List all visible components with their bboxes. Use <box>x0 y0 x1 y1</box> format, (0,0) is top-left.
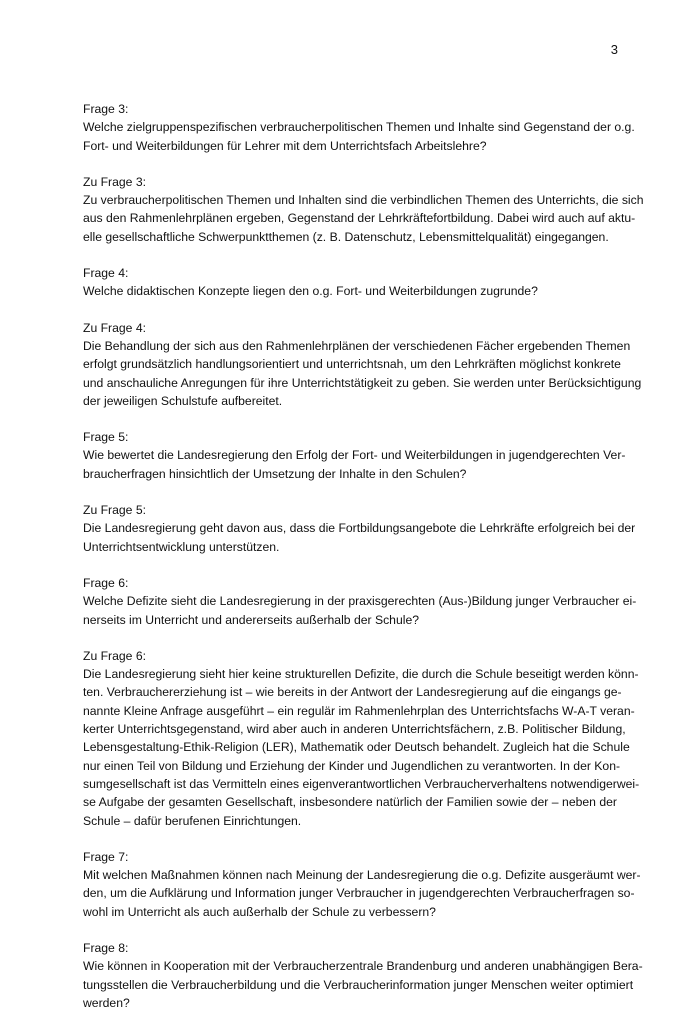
text-line: elle gesellschaftliche Schwerpunktthemen (z. B. Datenschutz, Lebensmittelqualität) eingegangen. <box>83 229 609 244</box>
question-7-block <box>83 848 641 921</box>
text-line: Wie können in Kooperation mit der Verbraucherzentrale Brandenburg und anderen unabhängigen Bera- <box>83 959 643 974</box>
block-text <box>83 337 642 410</box>
text-line: Die Landesregierung geht davon aus, dass die Fortbildungsangebote die Lehrkräfte erfolgreich bei der <box>83 521 636 536</box>
block-heading: Frage 7: <box>83 849 129 864</box>
question-8-block <box>83 939 643 1012</box>
block-heading: Frage 4: <box>83 266 129 281</box>
text-line: Zu verbraucherpolitischen Themen und Inhalten sind die verbindlichen Themen des Unterrichts, die sich <box>83 193 644 208</box>
text-line: Schule – dafür berufenen Einrichtungen. <box>83 813 302 828</box>
text-line: aus den Rahmenlehrplänen ergeben, Gegenstand der Lehrkräftefortbildung. Dabei wird auch auf aktu- <box>83 211 636 226</box>
question-4-block <box>83 264 617 301</box>
text-line: Welche Defizite sieht die Landesregierung in der praxisgerechten (Aus-)Bildung junger Verbraucher ei- <box>83 594 637 609</box>
text-line: Mit welchen Maßnahmen können nach Meinung der Landesregierung die o.g. Defizite ausgeräumt wer- <box>83 868 641 883</box>
text-line: den, um die Aufklärung und Information junger Verbraucher in jugendgerechten Verbraucherfragen so- <box>83 886 635 901</box>
block-heading: Zu Frage 5: <box>83 503 146 518</box>
text-line: Lebensgestaltung-Ethik-Religion (LER), Mathematik oder Deutsch behandelt. Zugleich hat die Schule <box>83 740 630 755</box>
text-line: tungsstellen die Verbraucherbildung und die Verbraucherinformation junger Menschen weiter optimiert <box>83 977 634 992</box>
text-line: werden? <box>83 995 130 1010</box>
text-line: nur einen Teil von Bildung und Erziehung der Kinder und Jugendlichen zu verantworten. In der Kon- <box>83 758 621 773</box>
text-line: Wie bewertet die Landesregierung den Erfolg der Fort- und Weiterbildungen in jugendgerechten Ver- <box>83 448 626 463</box>
block-text <box>83 282 617 300</box>
answer-3-block <box>83 173 644 246</box>
text-line: Die Landesregierung sieht hier keine strukturellen Defizite, die durch die Schule beseitigt werden könn- <box>83 667 639 682</box>
text-line: der jeweiligen Schulstufe aufbereitet. <box>83 393 283 408</box>
block-heading: Frage 8: <box>83 940 129 955</box>
block-heading: Frage 5: <box>83 430 129 445</box>
block-text <box>83 118 635 155</box>
text-line: Unterrichtsentwicklung unterstützen. <box>83 539 280 554</box>
block-heading: Zu Frage 6: <box>83 648 146 663</box>
text-line: erfolgt grundsätzlich handlungsorientiert und unterrichtsnah, um den Lehrkräften möglichst konkrete <box>83 357 621 372</box>
block-text <box>83 665 640 830</box>
question-6-block <box>83 574 637 629</box>
text-line: nerseits im Unterricht und andererseits außerhalb der Schule? <box>83 612 420 627</box>
text-line: Welche zielgruppenspezifischen verbraucherpolitischen Themen und Inhalte sind Gegenstand der o.g. <box>83 120 635 135</box>
question-3-block <box>83 100 635 155</box>
block-text <box>83 866 641 921</box>
block-heading: Frage 6: <box>83 575 129 590</box>
text-line: kerter Unterrichtsgegenstand, wird aber auch in anderen Unterrichtsfächern, z.B. Politischer Bildung, <box>83 722 626 737</box>
text-line: Die Behandlung der sich aus den Rahmenlehrplänen der verschiedenen Fächer ergebenden Themen <box>83 338 631 353</box>
text-line: Fort- und Weiterbildungen für Lehrer mit dem Unterrichtsfach Arbeitslehre? <box>83 138 487 153</box>
text-line: ten. Verbrauchererziehung ist – wie bereits in der Antwort der Landesregierung auf die eingangs ge- <box>83 685 622 700</box>
block-heading: Zu Frage 3: <box>83 174 146 189</box>
document-body <box>83 100 644 1030</box>
block-text <box>83 957 643 1012</box>
block-text <box>83 191 644 246</box>
answer-6-block <box>83 647 640 830</box>
question-5-block <box>83 428 626 483</box>
block-text <box>83 446 626 483</box>
text-line: wohl im Unterricht als auch außerhalb der Schule zu verbessern? <box>83 904 436 919</box>
text-line: Welche didaktischen Konzepte liegen den o.g. Fort- und Weiterbildungen zugrunde? <box>83 284 538 299</box>
text-line: und anschauliche Anregungen für ihre Unterrichtstätigkeit zu geben. Sie werden unter Berücksichtigung <box>83 375 642 390</box>
block-text <box>83 592 637 629</box>
block-heading: Zu Frage 4: <box>83 320 146 335</box>
answer-5-block <box>83 501 636 556</box>
text-line: braucherfragen hinsichtlich der Umsetzung der Inhalte in den Schulen? <box>83 466 467 481</box>
block-heading: Frage 3: <box>83 102 129 116</box>
text-line: sumgesellschaft ist das Vermitteln eines eigenverantwortlichen Verbraucherverhaltens notwendigerwei- <box>83 776 640 791</box>
text-line: se Aufgabe der gesamten Gesellschaft, insbesondere natürlich der Familien sowie der – neben der <box>83 795 617 810</box>
text-line: nannte Kleine Anfrage ausgeführt – ein regulär im Rahmenlehrplan des Unterrichtsfachs W-A-T veran- <box>83 703 635 718</box>
page-number: 3 <box>610 42 618 57</box>
answer-4-block <box>83 319 642 410</box>
block-text <box>83 519 636 556</box>
